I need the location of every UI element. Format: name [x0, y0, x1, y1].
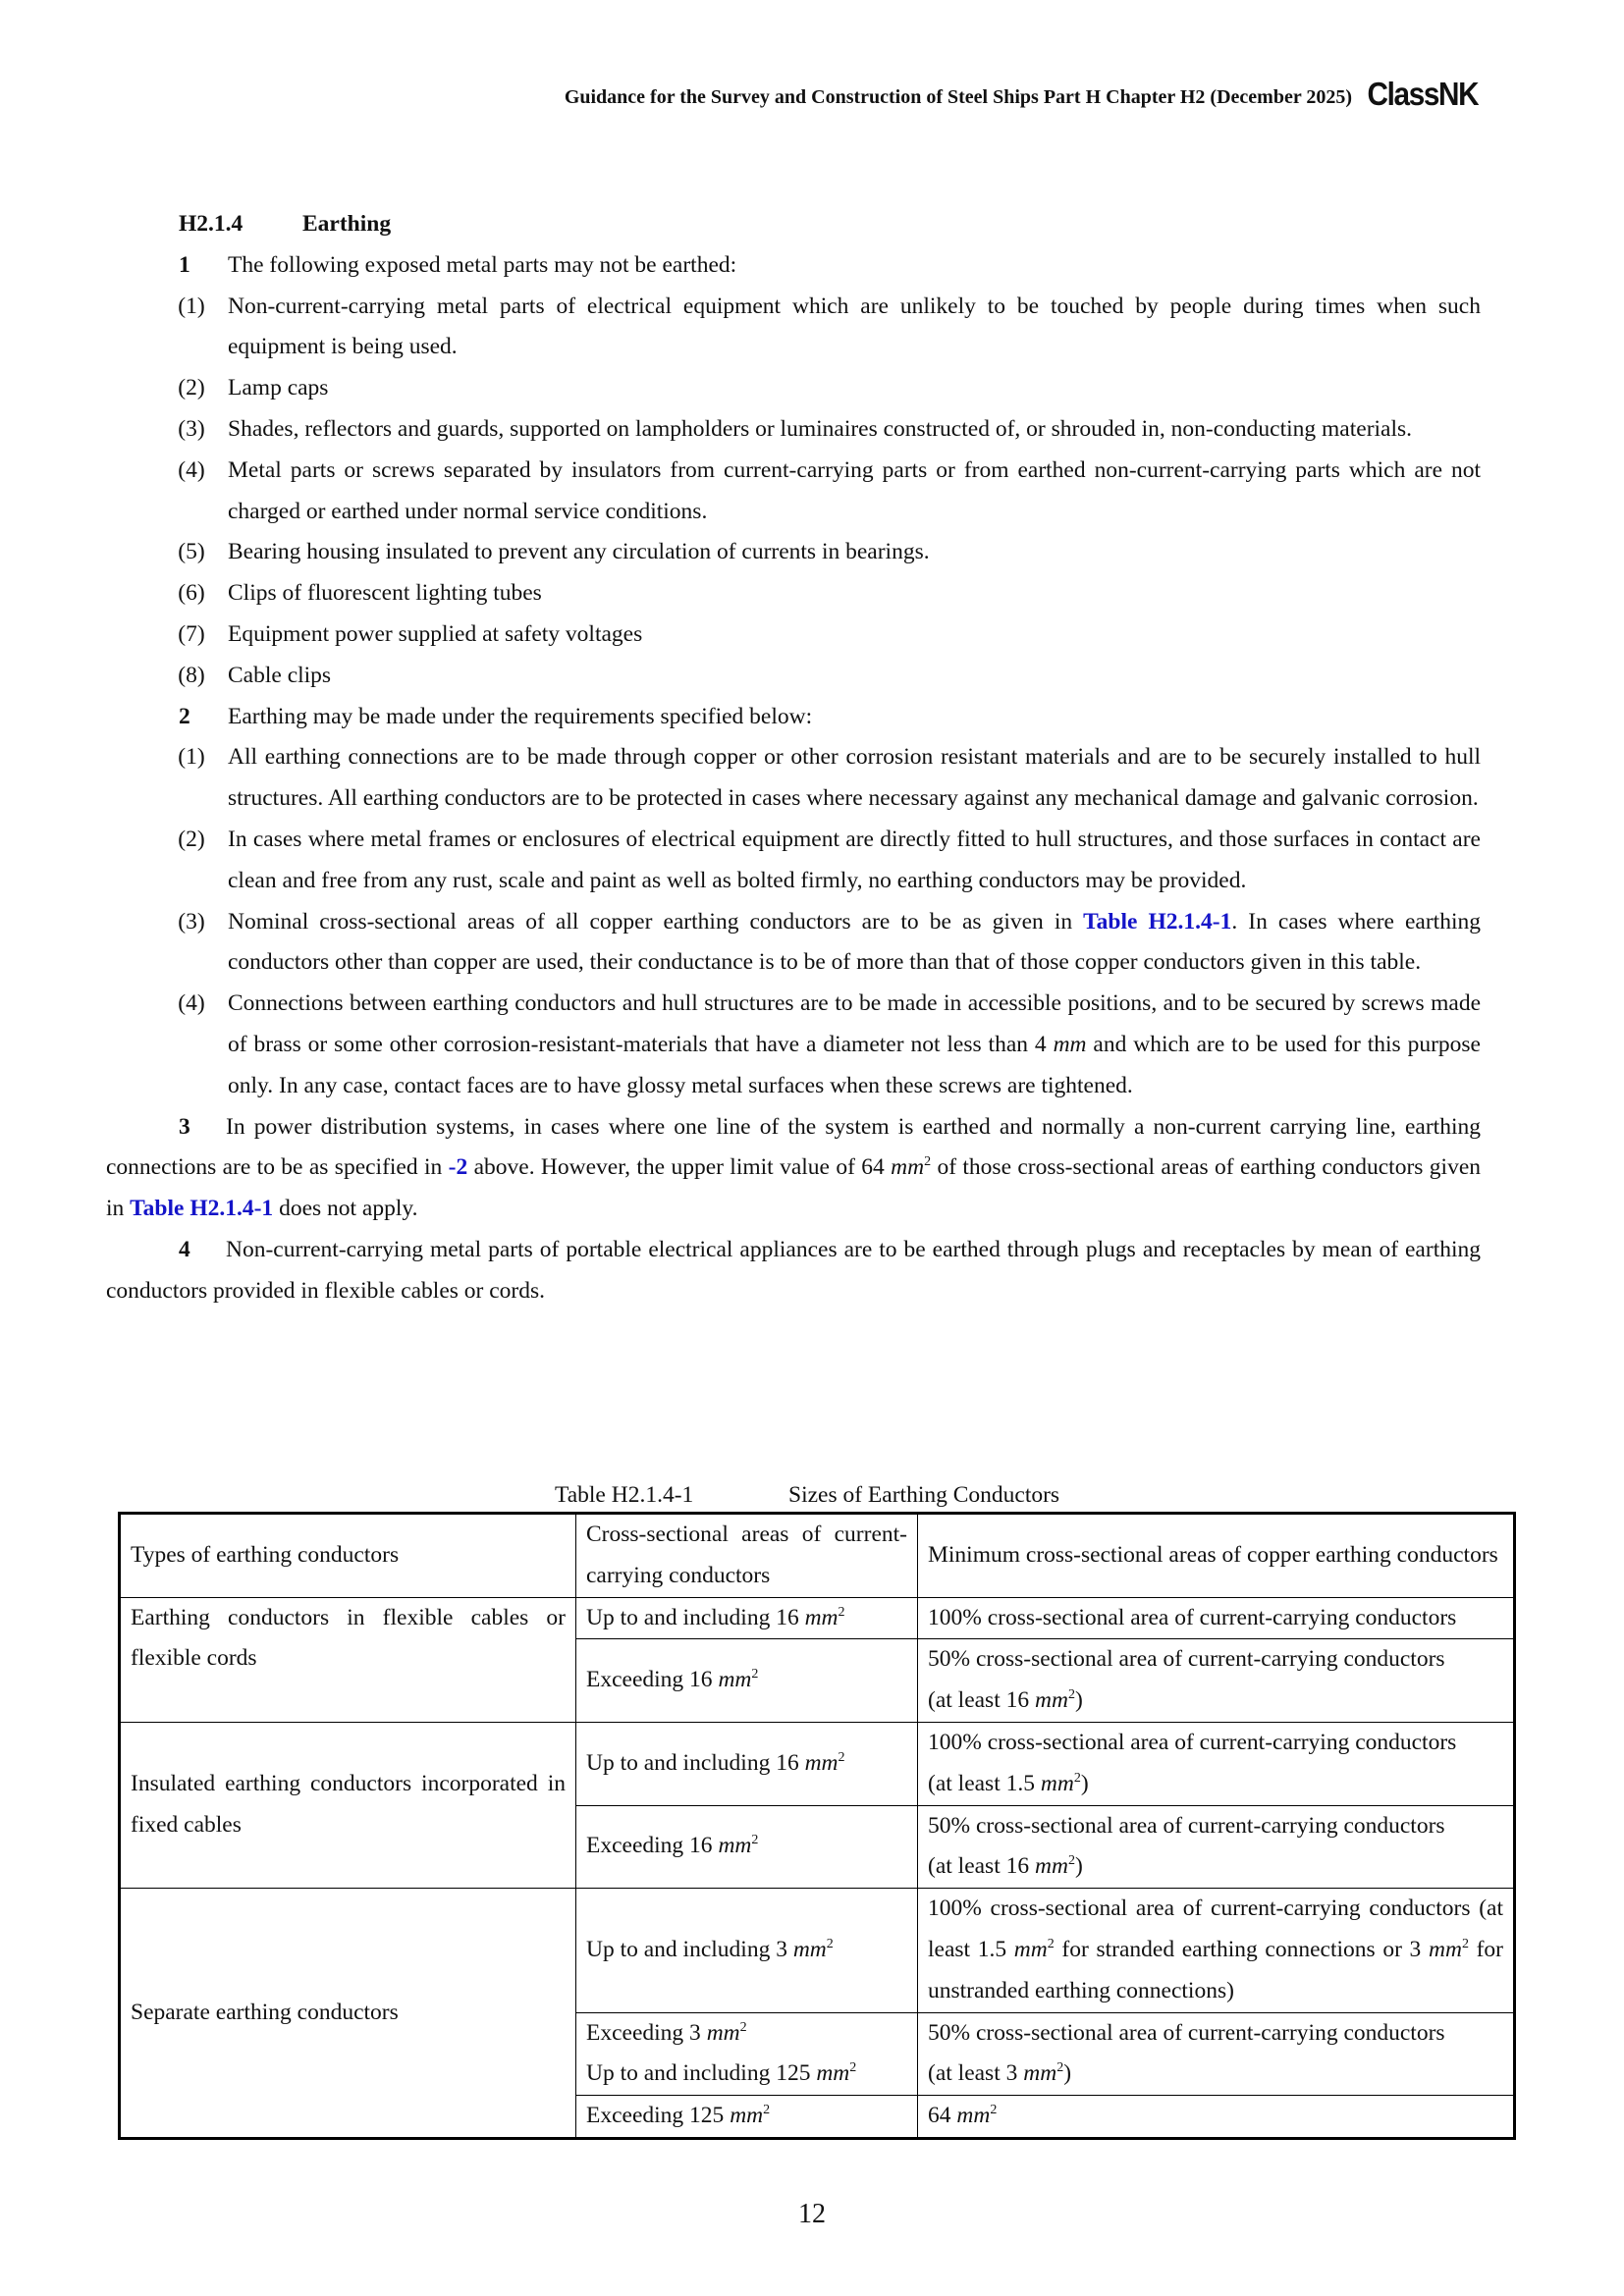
- list-item-label: (3): [178, 415, 205, 442]
- section-heading: [179, 204, 1481, 245]
- table-cell: 100% cross-sectional area of current-carrying conductors (at least 1.5 $mm^2$): [918, 1722, 1515, 1805]
- table-header-row: [120, 1514, 1515, 1598]
- header-cell: Types of earthing conductors: [120, 1514, 576, 1598]
- list-item: [155, 451, 1481, 533]
- table-caption-id: Table H2.1.4-1: [555, 1482, 694, 1508]
- list-item: [155, 656, 1481, 697]
- paragraph-number: 1: [179, 251, 190, 278]
- table-row: [120, 1597, 1515, 1639]
- type-cell: Separate earthing conductors: [120, 1889, 576, 2139]
- page-header: [511, 77, 1478, 116]
- paragraph-text: Non-current-carrying metal parts of portable electrical appliances are to be earthed through plugs and receptacles by mean of earthing conductors provided in flexible cables or cords.: [106, 1236, 1481, 1304]
- header-cell: Cross-sectional areas of current-carrying conductors: [576, 1514, 918, 1598]
- table-caption-title: Sizes of Earthing Conductors: [788, 1482, 1060, 1508]
- list-item-text: Bearing housing insulated to prevent any circulation of currents in bearings.: [228, 539, 930, 565]
- list-item: [155, 409, 1481, 451]
- list-item-label: (8): [178, 662, 205, 688]
- list-item-label: (2): [178, 375, 205, 401]
- table-cell: 100% cross-sectional area of current-carrying conductors (at least 1.5 $mm^2$ for stranded earthing connections or 3 $mm^2$ for unstranded earthing connections): [918, 1889, 1515, 2012]
- list-item-text: All earthing connections are to be made through copper or other corrosion resistant materials and are to be securely installed to hull structures. All earthing conductors are to be protected in cases where necessary against any mechanical damage and galvanic corrosion.: [228, 744, 1481, 812]
- table-cell: 50% cross-sectional area of current-carrying conductors (at least 16 $mm^2$): [918, 1639, 1515, 1723]
- table-cell: Exceeding 16 $mm^2$: [576, 1639, 918, 1723]
- section-number: H2.1.4: [179, 211, 244, 237]
- table-cell: 100% cross-sectional area of current-carrying conductors: [918, 1597, 1515, 1639]
- list-item-label: (5): [178, 539, 205, 565]
- list-item: [155, 287, 1481, 369]
- table-cell: Exceeding 125 $mm^2$: [576, 2096, 918, 2139]
- header-title: Guidance for the Survey and Construction of Steel Ships Part H Chapter H2 (December 2025): [564, 86, 1352, 108]
- list-item: [155, 737, 1481, 820]
- table-cell: Up to and including 16 $mm^2$: [576, 1597, 918, 1639]
- paragraph-text: The following exposed metal parts may not be earthed:: [228, 251, 737, 278]
- paragraph-1: [155, 245, 1481, 287]
- table-row: [120, 1889, 1515, 2012]
- paragraph-number: 2: [179, 703, 190, 729]
- header-cell: Minimum cross-sectional areas of copper earthing conductors: [918, 1514, 1515, 1598]
- classnk-logo: ClassNK: [1367, 76, 1478, 112]
- table-cell: Exceeding 16 $mm^2$: [576, 1805, 918, 1889]
- list-item-label: (1): [178, 744, 205, 771]
- table-cell: 50% cross-sectional area of current-carrying conductors (at least 3 $mm^2$): [918, 2012, 1515, 2096]
- table-cell: 64 $mm^2$: [918, 2096, 1515, 2139]
- document-body: [106, 204, 1482, 1312]
- table-cell: Up to and including 16 $mm^2$: [576, 1722, 918, 1805]
- list-item-label: (1): [178, 293, 205, 319]
- table-row: [120, 1722, 1515, 1805]
- list-item-text: Nominal cross-sectional areas of all copper earthing conductors are to be as given in Table H2.1.4-1. In cases where earthing conductors other than copper are used, their conductance is to be of more than that of those copper conductors given in this table.: [228, 908, 1481, 976]
- paragraph-reference-link[interactable]: -2: [448, 1154, 468, 1181]
- list-item-label: (4): [178, 990, 205, 1017]
- list-item: [155, 902, 1481, 985]
- list-item-label: (4): [178, 456, 205, 483]
- paragraph-text: Earthing may be made under the requirements specified below:: [228, 703, 813, 729]
- list-item-text: Clips of fluorescent lighting tubes: [228, 580, 542, 607]
- type-cell: Earthing conductors in flexible cables or flexible cords: [120, 1597, 576, 1722]
- table-reference-link[interactable]: Table H2.1.4-1: [1083, 908, 1232, 934]
- list-item-label: (3): [178, 908, 205, 934]
- paragraph-number: 3: [179, 1113, 190, 1140]
- table-cell: 50% cross-sectional area of current-carrying conductors (at least 16 $mm^2$): [918, 1805, 1515, 1889]
- table-cell: Exceeding 3 $mm^2$ Up to and including 125 $mm^2$: [576, 2012, 918, 2096]
- list-item: [155, 984, 1481, 1106]
- list-item-label: (7): [178, 620, 205, 647]
- list-item-text: Non-current-carrying metal parts of electrical equipment which are unlikely to be touched by people during times when such equipment is being used.: [228, 293, 1481, 360]
- list-item-text: Connections between earthing conductors and hull structures are to be made in accessible positions, and to be secured by screws made of brass or some other corrosion-resistant-materials that have a diameter not less than 4 mm and which are to be used for this purpose only. In any case, contact faces are to have glossy metal surfaces when these screws are tightened.: [228, 990, 1481, 1098]
- paragraph-2: [155, 697, 1481, 738]
- table-reference-link[interactable]: Table H2.1.4-1: [130, 1196, 274, 1222]
- paragraph-4: [106, 1230, 1481, 1312]
- list-item-label: (2): [178, 826, 205, 852]
- list-item-label: (6): [178, 580, 205, 607]
- list-item: [155, 614, 1481, 656]
- list-item-text: Shades, reflectors and guards, supported on lampholders or luminaires constructed of, or shrouded in, non-conducting materials.: [228, 415, 1413, 442]
- paragraph-3: 3 In power distribution systems, in cases where one line of the system is earthed and normally a non-current carrying line, earthing connections are to be as specified in -2 above. However, the upper limit value of 64 $mm^2$ of those cross-sectional areas of earthing conductors given in Table H2.1.4-1 does not apply.: [106, 1107, 1481, 1230]
- list-item: [155, 368, 1481, 409]
- list-item-text: Lamp caps: [228, 375, 329, 401]
- list-item-text: Metal parts or screws separated by insulators from current-carrying parts or from earthed non-current-carrying parts which are not charged or earthed under normal service conditions.: [228, 456, 1481, 524]
- list-item-text: Cable clips: [228, 662, 332, 688]
- list-item: [155, 573, 1481, 614]
- list-item-text: Equipment power supplied at safety voltages: [228, 620, 643, 647]
- type-cell: Insulated earthing conductors incorporated in fixed cables: [120, 1722, 576, 1888]
- page-number: 12: [798, 2199, 826, 2229]
- list-item: [155, 820, 1481, 902]
- paragraph-1-list: [155, 287, 1481, 697]
- table-cell: Up to and including 3 $mm^2$: [576, 1889, 918, 2012]
- earthing-conductor-table: [118, 1512, 1516, 2140]
- list-item: [155, 532, 1481, 573]
- paragraph-number: 4: [179, 1236, 190, 1262]
- section-title: Earthing: [302, 211, 392, 237]
- list-item-text: In cases where metal frames or enclosures of electrical equipment are directly fitted to hull structures, and those surfaces in contact are clean and free from any rust, scale and paint as well as bolted firmly, no earthing conductors may be provided.: [228, 826, 1481, 893]
